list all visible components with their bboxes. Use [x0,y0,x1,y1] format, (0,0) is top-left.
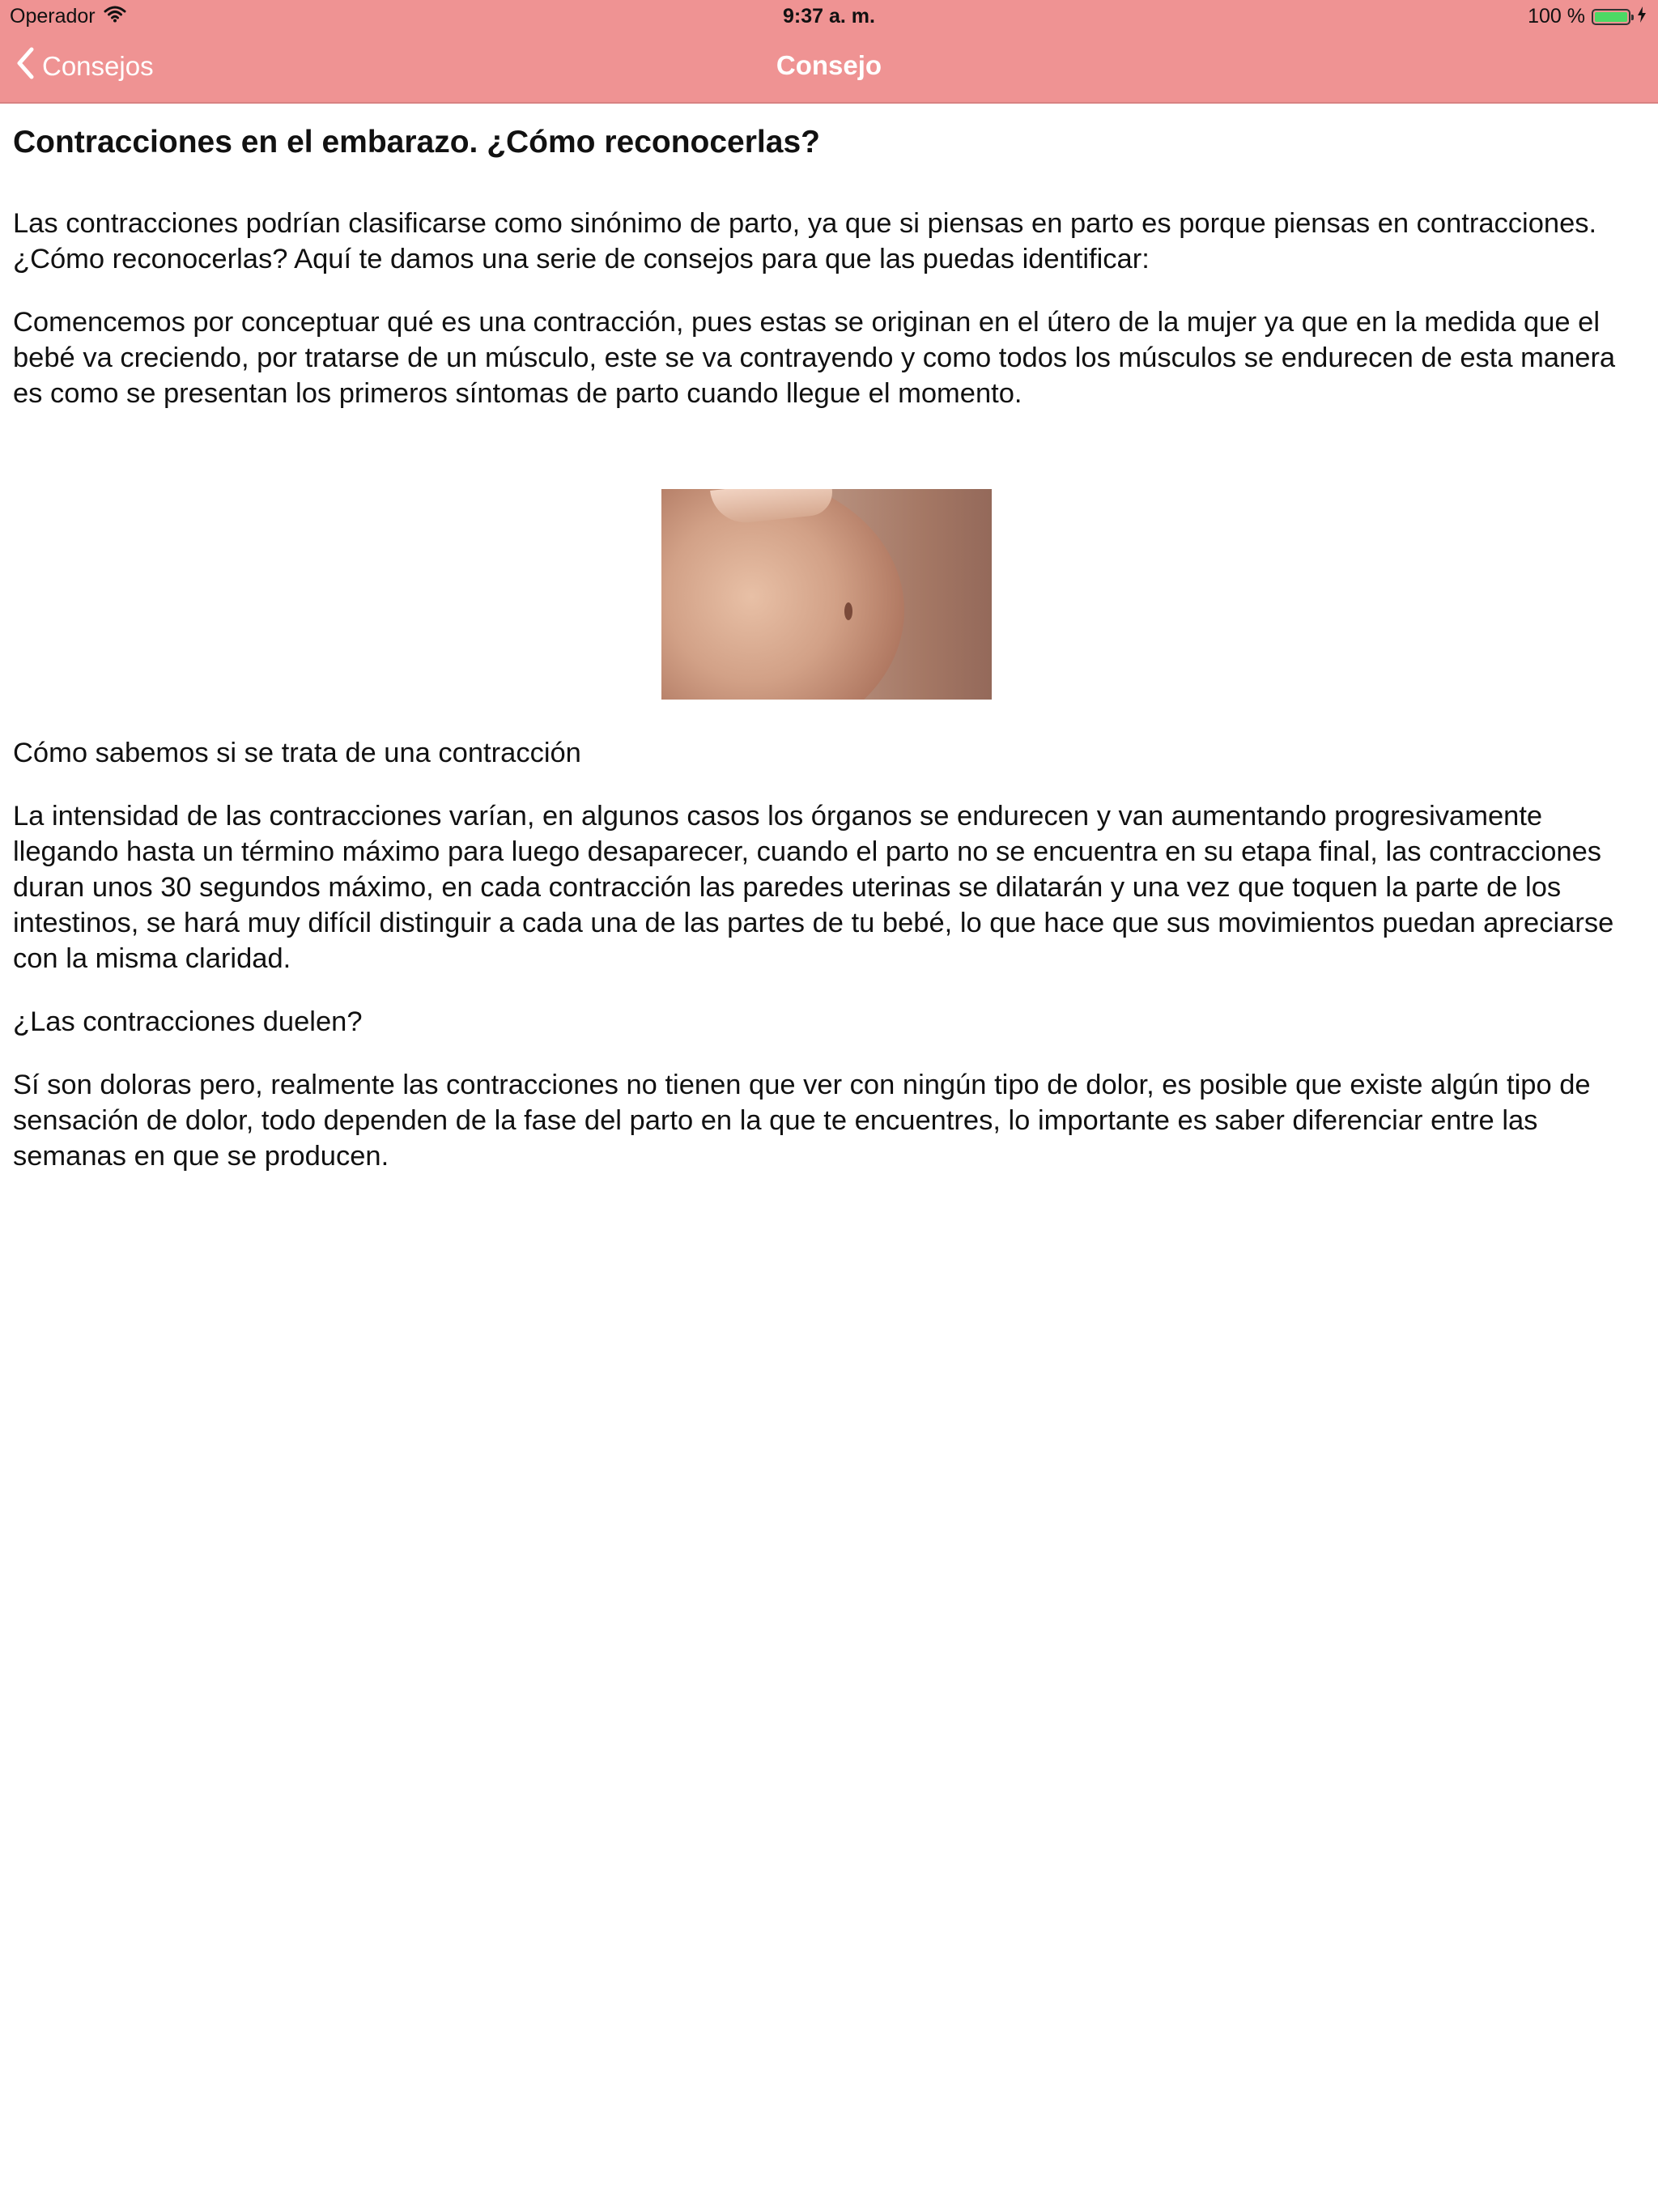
battery-percent: 100 % [1528,5,1585,28]
paragraph-pain: Sí son doloras pero, realmente las contracciones no tienen que ver con ningún tipo de dolor, es posible que existe algún tipo de sensación de dolor, todo dependen de la fase del parto en la que te encuentres, lo importante es saber diferenciar entre las semanas en que se producen. [13,1070,1591,1172]
navigation-bar [0,32,1658,104]
pregnant-belly-image [661,489,992,700]
paragraph-definition: Comencemos por conceptuar qué es una contracción, pues estas se originan en el útero de la mujer ya que en la medida que el bebé va creciendo, por tratarse de un músculo, este se va contrayendo y como todos los músculos se endurecen de esta manera es como se presentan los primeros síntomas de parto cuando llegue el momento. [13,307,1616,409]
paragraph-intro: Las contracciones podrían clasificarse como sinónimo de parto, ya que si piensas en parto es porque piensas en contracciones. ¿Cómo reconocerlas? Aquí te damos una serie de consejos para que las puedas identificar: [13,208,1597,274]
paragraph-intensity: La intensidad de las contracciones varían, en algunos casos los órganos se endurecen y van aumentando progresivamente llegando hasta un término máximo para luego desaparecer, cuando el parto no se encuentra en su etapa final, las contracciones duran unos 30 segundos máximo, en cada contracción las paredes uterinas se dilatarán y una vez que toquen la parte de los intestinos, se hará muy difícil distinguir a cada una de las partes de tu bebé, lo que hace que sus movimientos puedan apreciarse con la misma claridad. [13,801,1614,974]
charging-bolt-icon [1637,5,1647,28]
nav-title: Consejo [776,50,882,80]
subheading-contraction: Cómo sabemos si se trata de una contracción [13,738,581,768]
battery-fill [1595,12,1627,22]
battery-icon [1592,9,1630,25]
article-image-container [13,489,1640,700]
article-title: Contracciones en el embarazo. ¿Cómo reconocerlas? [13,125,820,160]
top-bar [0,0,1658,104]
carrier-label: Operador [10,5,96,28]
subheading-pain: ¿Las contracciones duelen? [13,1006,363,1037]
navel-shape [844,602,852,620]
status-time: 9:37 a. m. [783,5,875,28]
back-button-label: Consejos [42,51,154,81]
status-right-group [1528,5,1647,28]
status-bar [0,0,1658,32]
belly-shape [661,489,904,700]
article-content [13,121,1640,1202]
